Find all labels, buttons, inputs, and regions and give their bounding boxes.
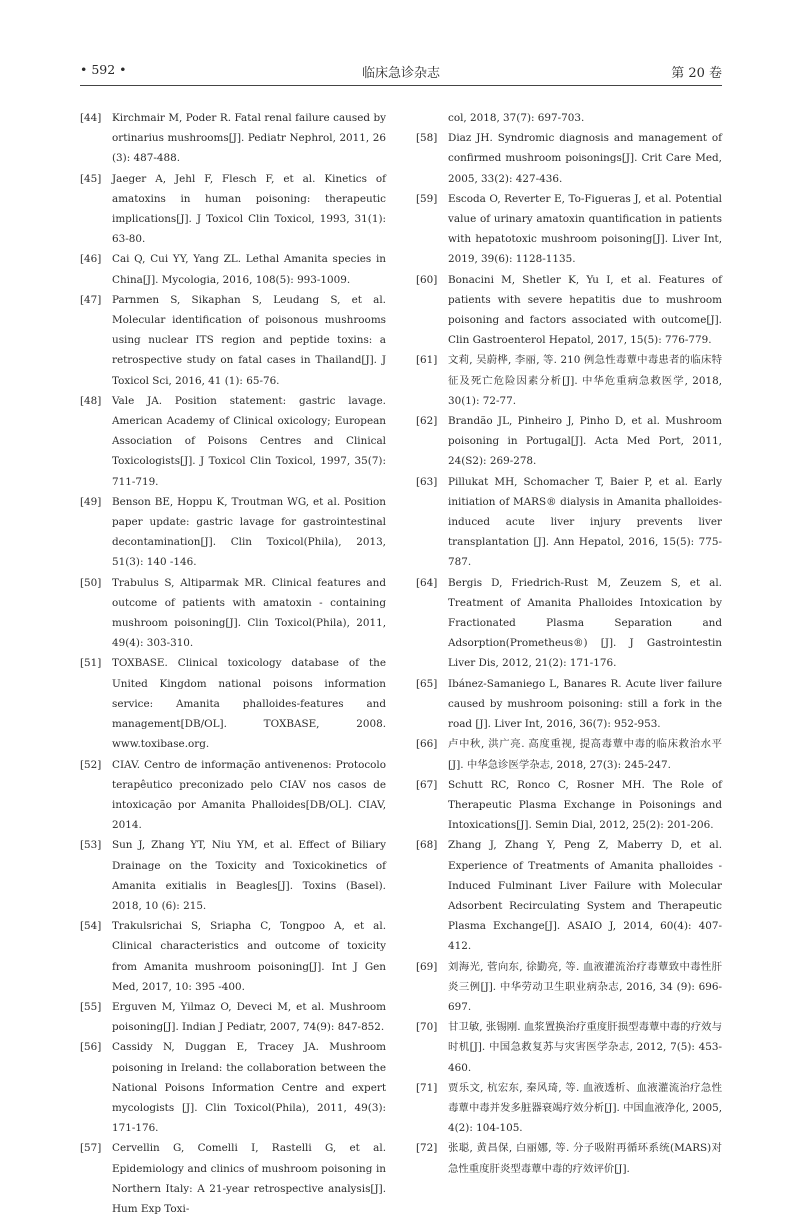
left-column-references	[80, 108, 386, 1219]
reference-number: [62]	[416, 415, 438, 428]
reference-number: [60]	[416, 273, 438, 286]
reference-entry	[80, 997, 386, 1037]
reference-entry	[80, 573, 386, 654]
reference-text: TOXBASE. Clinical toxicology database of the United Kingdom national poisons information service: Amanita phalloides-features and management[DB/OL]. TOXBASE, 2008. www.toxibase.org.	[112, 657, 386, 751]
reference-number: [64]	[416, 576, 438, 589]
reference-text: Kirchmair M, Poder R. Fatal renal failure caused by ortinarius mushrooms[J]. Pediatr Nephrol, 2011, 26 (3): 487-488.	[112, 112, 386, 165]
reference-number: [45]	[80, 172, 102, 185]
reference-text: Schutt RC, Ronco C, Rosner MH. The Role of Therapeutic Plasma Exchange in Poisonings and Intoxications[J]. Semin Dial, 2012, 25(2): 201-206.	[448, 778, 722, 832]
reference-text: Bonacini M, Shetler K, Yu I, et al. Features of patients with severe hepatitis due to mushroom poisoning and factors associated with outcome[J]. Clin Gastroenterol Hepatol, 2017, 15(5): 776-779.	[448, 273, 722, 347]
reference-text: Pillukat MH, Schomacher T, Baier P, et al. Early initiation of MARS® dialysis in Amanita phalloides-induced acute liver injury prevents liver transplantation [J]. Ann Hepatol, 2016, 15(5): 775-787.	[448, 475, 722, 569]
reference-text: Erguven M, Yilmaz O, Deveci M, et al. Mushroom poisoning[J]. Indian J Pediatr, 2007, 74(9): 847-852.	[112, 1000, 386, 1034]
reference-entry	[80, 653, 386, 754]
reference-text: 贾乐文, 杭宏东, 秦风琦, 等. 血液透析、血液灌流治疗急性毒蕈中毒并发多脏器衰竭疗效分析[J]. 中国血液净化, 2005, 4(2): 104-105.	[448, 1081, 722, 1135]
reference-text: Sun J, Zhang YT, Niu YM, et al. Effect of Biliary Drainage on the Toxicity and Toxicokinetics of Amanita exitialis in Beagles[J]. Toxins (Basel). 2018, 10 (6): 215.	[112, 839, 386, 912]
reference-text: Benson BE, Hoppu K, Troutman WG, et al. Position paper update: gastric lavage for gastrointestinal decontamination[J]. Clin Toxicol(Phila), 2013, 51(3): 140 -146.	[112, 495, 386, 569]
reference-text: Vale JA. Position statement: gastric lavage. American Academy of Clinical oxicology; European Association of Poisons Centres and Clinical Toxicologists[J]. J Toxicol Clin Toxicol, 1997, 35(7): 711-719.	[112, 394, 386, 488]
reference-entry	[416, 957, 722, 1018]
reference-entry	[80, 108, 386, 169]
reference-text: Ibánez-Samaniego L, Banares R. Acute liver failure caused by mushroom poisoning: still a fork in the road [J]. Liver Int, 2016, 36(7): 952-953.	[448, 677, 722, 731]
reference-entry	[416, 835, 722, 956]
journal-title: 临床急诊杂志	[361, 66, 440, 81]
reference-text: 卢中秋, 洪广亮. 高度重视, 提高毒蕈中毒的临床救治水平[J]. 中华急诊医学杂志, 2018, 27(3): 245-247.	[448, 738, 722, 771]
reference-number: [54]	[80, 920, 102, 933]
reference-number: [66]	[416, 738, 438, 751]
reference-number: [68]	[416, 839, 438, 852]
reference-entry	[80, 169, 386, 250]
reference-text: Zhang J, Zhang Y, Peng Z, Maberry D, et al. Experience of Treatments of Amanita phalloides - Induced Fulminant Liver Failure with Molecular Adsorbent Recirculating System and Therapeutic Plasma Exchange[J]. ASAIO J, 2014, 60(4): 407-412.	[448, 839, 722, 953]
reference-text: 刘海光, 菅向东, 徐勤亮, 等. 血液灌流治疗毒蕈致中毒性肝炎三例[J]. 中华劳动卫生职业病杂志, 2016, 34 (9): 696-697.	[448, 960, 722, 1013]
reference-entry	[416, 573, 722, 674]
reference-entry	[416, 270, 722, 351]
reference-entry	[416, 1017, 722, 1078]
reference-entry	[80, 916, 386, 997]
reference-entry	[80, 492, 386, 573]
reference-number: [50]	[80, 576, 102, 589]
reference-text: Jaeger A, Jehl F, Flesch F, et al. Kinetics of amatoxins in human poisoning: therapeutic implications[J]. J Toxicol Clin Toxicol, 1993, 31(1): 63-80.	[112, 172, 386, 246]
reference-entry	[416, 350, 722, 411]
reference-text: Escoda O, Reverter E, To-Figueras J, et al. Potential value of urinary amatoxin quantification in patients with hepatotoxic mushroom poisoning[J]. Liver Int, 2019, 39(6): 1128-1135.	[448, 192, 722, 266]
header-rule	[80, 85, 722, 86]
reference-entry	[80, 249, 386, 289]
reference-text: Brandão JL, Pinheiro J, Pinho D, et al. Mushroom poisoning in Portugal[J]. Acta Med Port, 2011, 24(S2): 269-278.	[448, 415, 722, 468]
reference-number: [55]	[80, 1000, 102, 1013]
reference-entry	[416, 472, 722, 573]
reference-number: [65]	[416, 677, 438, 690]
right-column-references	[416, 108, 722, 1179]
reference-text: 文莉, 吴蔚桦, 李丽, 等. 210 例急性毒蕈中毒患者的临床特征及死亡危险因素分析[J]. 中华危重病急救医学, 2018, 30(1): 72-77.	[448, 354, 722, 407]
reference-number: [61]	[416, 354, 438, 367]
reference-text: 张聪, 黄昌保, 白丽娜, 等. 分子吸附再循环系统(MARS)对急性重度肝炎型毒蕈中毒的疗效评价[J].	[448, 1142, 722, 1175]
reference-entry	[80, 391, 386, 492]
reference-number: [63]	[416, 475, 438, 488]
reference-entry	[416, 411, 722, 472]
reference-number: [67]	[416, 778, 438, 791]
reference-entry	[80, 755, 386, 836]
page-header	[80, 60, 722, 82]
reference-number: [69]	[416, 960, 438, 973]
reference-entry	[416, 128, 722, 189]
reference-number: [72]	[416, 1142, 438, 1155]
reference-text: CIAV. Centro de informação antivenenos: Protocolo terapêutico preconizado pelo CIAV nos casos de intoxicação por Amanita Phalloides[DB/OL]. CIAV, 2014.	[112, 758, 386, 832]
reference-text: Trabulus S, Altiparmak MR. Clinical features and outcome of patients with amatoxin - containing mushroom poisoning[J]. Clin Toxicol(Phila), 2011, 49(4): 303-310.	[112, 576, 386, 650]
reference-text: Cai Q, Cui YY, Yang ZL. Lethal Amanita species in China[J]. Mycologia, 2016, 108(5): 993-1009.	[112, 253, 386, 286]
reference-entry	[80, 1138, 386, 1219]
reference-entry	[416, 1078, 722, 1139]
reference-text: Cassidy N, Duggan E, Tracey JA. Mushroom poisoning in Ireland: the collaboration between the National Poisons Information Centre and expert mycologists [J]. Clin Toxicol(Phila), 2011, 49(3): 171-176.	[112, 1041, 386, 1135]
reference-text: Trakulsrichai S, Sriapha C, Tongpoo A, et al. Clinical characteristics and outcome of toxicity from Amanita mushroom poisoning[J]. Int J Gen Med, 2017, 10: 395 -400.	[112, 920, 386, 993]
reference-entry	[416, 674, 722, 735]
reference-entry	[80, 290, 386, 391]
page-number: • 592 •	[80, 62, 127, 77]
reference-number: [46]	[80, 253, 102, 266]
reference-number: [49]	[80, 495, 102, 508]
reference-text: Bergis D, Friedrich-Rust M, Zeuzem S, et al. Treatment of Amanita Phalloides Intoxication by Fractionated Plasma Separation and Adsorption(Prometheus®) [J]. J Gastrointestin Liver Dis, 2012, 21(2): 171-176.	[448, 576, 722, 670]
reference-number: [71]	[416, 1081, 438, 1094]
reference-entry	[416, 108, 722, 128]
reference-text: Diaz JH. Syndromic diagnosis and management of confirmed mushroom poisonings[J]. Crit Care Med, 2005, 33(2): 427-436.	[448, 132, 722, 185]
reference-entry	[416, 189, 722, 270]
reference-number: [44]	[80, 112, 102, 124]
reference-text: Cervellin G, Comelli I, Rastelli G, et al. Epidemiology and clinics of mushroom poisoning in Northern Italy: A 21-year retrospective analysis[J]. Hum Exp Toxi-	[112, 1142, 386, 1215]
reference-entry	[80, 1037, 386, 1138]
reference-number: [47]	[80, 293, 102, 306]
reference-number: [51]	[80, 657, 102, 670]
reference-entry	[416, 1138, 722, 1178]
reference-number: [70]	[416, 1021, 438, 1034]
reference-number: [52]	[80, 758, 102, 771]
reference-number: [58]	[416, 132, 438, 145]
reference-number: [53]	[80, 839, 102, 852]
reference-number: [59]	[416, 192, 438, 205]
reference-entry	[416, 775, 722, 836]
volume-label: 第 20 卷	[671, 66, 722, 81]
reference-entry	[416, 734, 722, 774]
reference-text: 甘卫敏, 张锡刚. 血浆置换治疗重度肝损型毒蕈中毒的疗效与时机[J]. 中国急救复苏与灾害医学杂志, 2012, 7(5): 453-460.	[448, 1021, 722, 1074]
reference-number: [57]	[80, 1142, 102, 1155]
reference-entry	[80, 835, 386, 916]
reference-text: Parnmen S, Sikaphan S, Leudang S, et al. Molecular identification of poisonous mushrooms using nuclear ITS region and peptide toxins: a retrospective study on fatal cases in Thailand[J]. J Toxicol Sci, 2016, 41 (1): 65-76.	[112, 293, 386, 387]
reference-text: col, 2018, 37(7): 697-703.	[448, 112, 585, 124]
reference-number: [48]	[80, 394, 102, 407]
reference-number: [56]	[80, 1041, 102, 1054]
